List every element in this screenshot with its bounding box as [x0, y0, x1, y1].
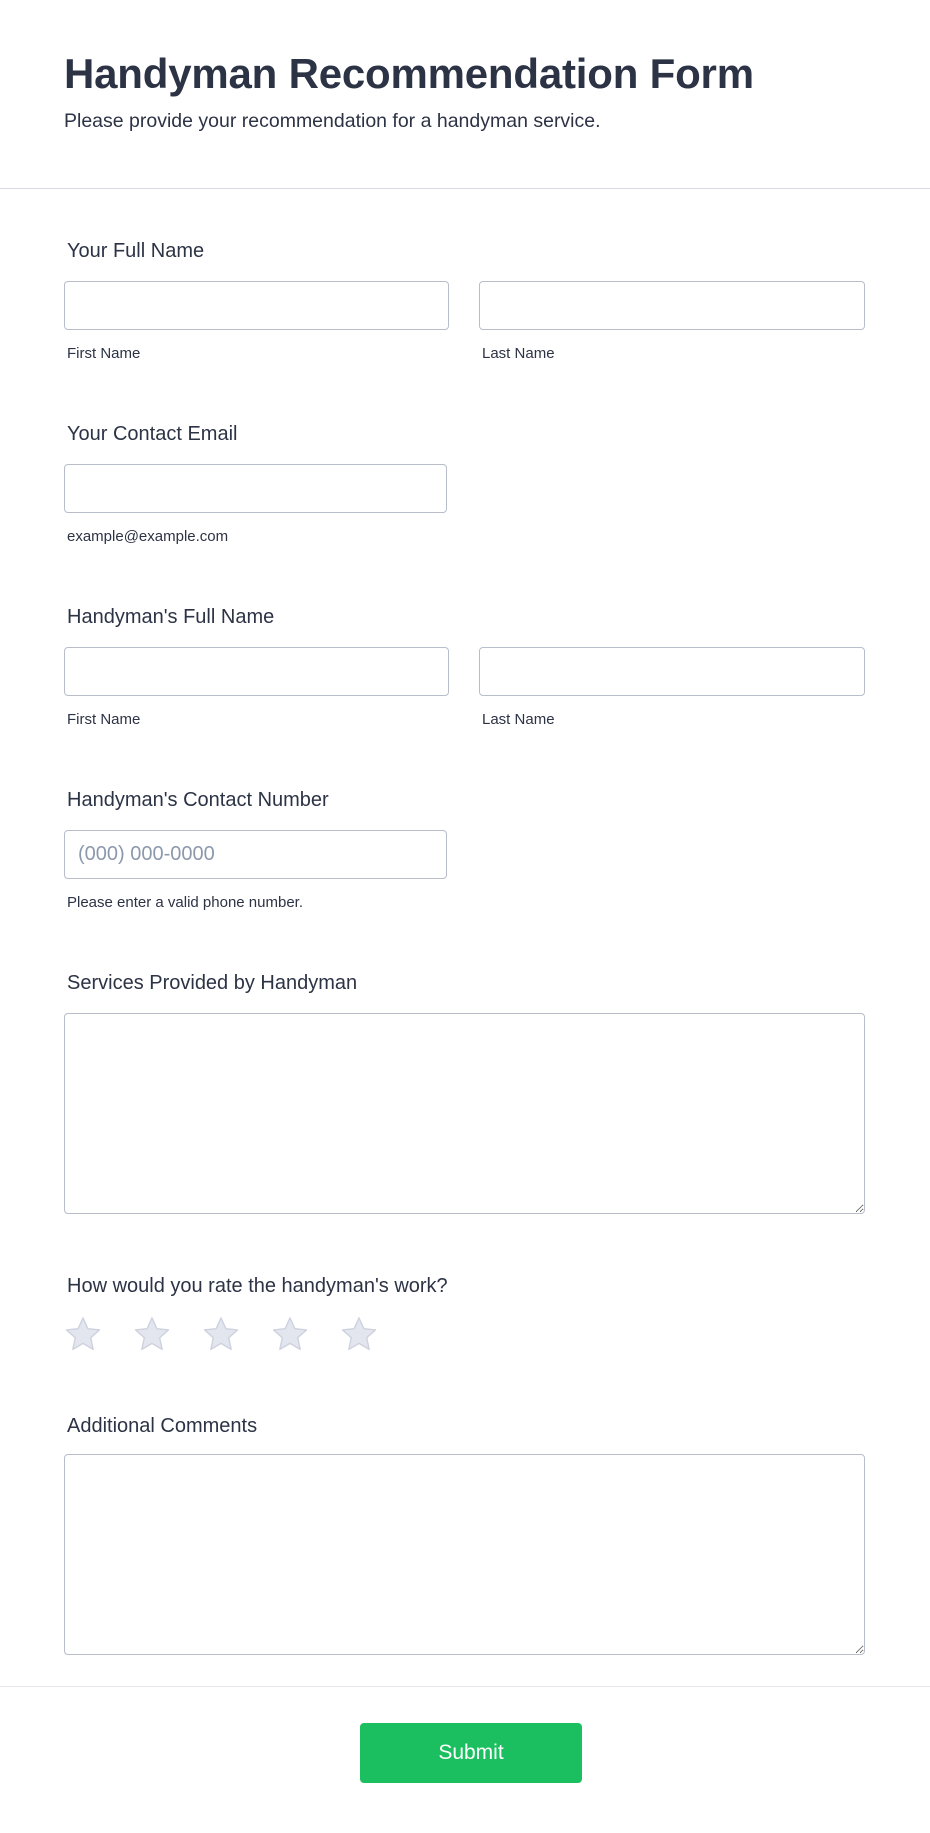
- handyman-last-name-sublabel: Last Name: [482, 711, 555, 728]
- your-first-name-sublabel: First Name: [67, 345, 141, 362]
- handyman-first-name-input[interactable]: [64, 647, 449, 696]
- submit-button[interactable]: Submit: [360, 1723, 582, 1783]
- your-first-name-input[interactable]: [64, 281, 449, 330]
- footer-divider: [0, 1686, 930, 1687]
- your-last-name-sublabel: Last Name: [482, 345, 555, 362]
- services-label: Services Provided by Handyman: [67, 972, 358, 994]
- star-rating: [64, 1316, 378, 1352]
- handyman-phone-input[interactable]: [64, 830, 447, 879]
- handyman-phone-label: Handyman's Contact Number: [67, 789, 329, 811]
- form-title: Handyman Recommendation Form: [64, 50, 754, 97]
- star-icon[interactable]: [133, 1316, 171, 1352]
- your-email-label: Your Contact Email: [67, 423, 238, 445]
- comments-textarea[interactable]: [64, 1454, 865, 1655]
- star-icon[interactable]: [64, 1316, 102, 1352]
- your-last-name-input[interactable]: [479, 281, 865, 330]
- handyman-first-name-sublabel: First Name: [67, 711, 141, 728]
- header-divider: [0, 188, 930, 189]
- rating-label: How would you rate the handyman's work?: [67, 1275, 448, 1297]
- star-icon[interactable]: [271, 1316, 309, 1352]
- star-icon[interactable]: [202, 1316, 240, 1352]
- comments-label: Additional Comments: [67, 1415, 258, 1437]
- services-textarea[interactable]: [64, 1013, 865, 1214]
- handyman-full-name-label: Handyman's Full Name: [67, 606, 275, 628]
- your-email-input[interactable]: [64, 464, 447, 513]
- your-email-helper: example@example.com: [67, 528, 229, 545]
- star-icon[interactable]: [340, 1316, 378, 1352]
- form-subtitle: Please provide your recommendation for a handyman service.: [64, 110, 601, 132]
- handyman-last-name-input[interactable]: [479, 647, 865, 696]
- handyman-phone-helper: Please enter a valid phone number.: [67, 894, 303, 911]
- your-full-name-label: Your Full Name: [67, 240, 205, 262]
